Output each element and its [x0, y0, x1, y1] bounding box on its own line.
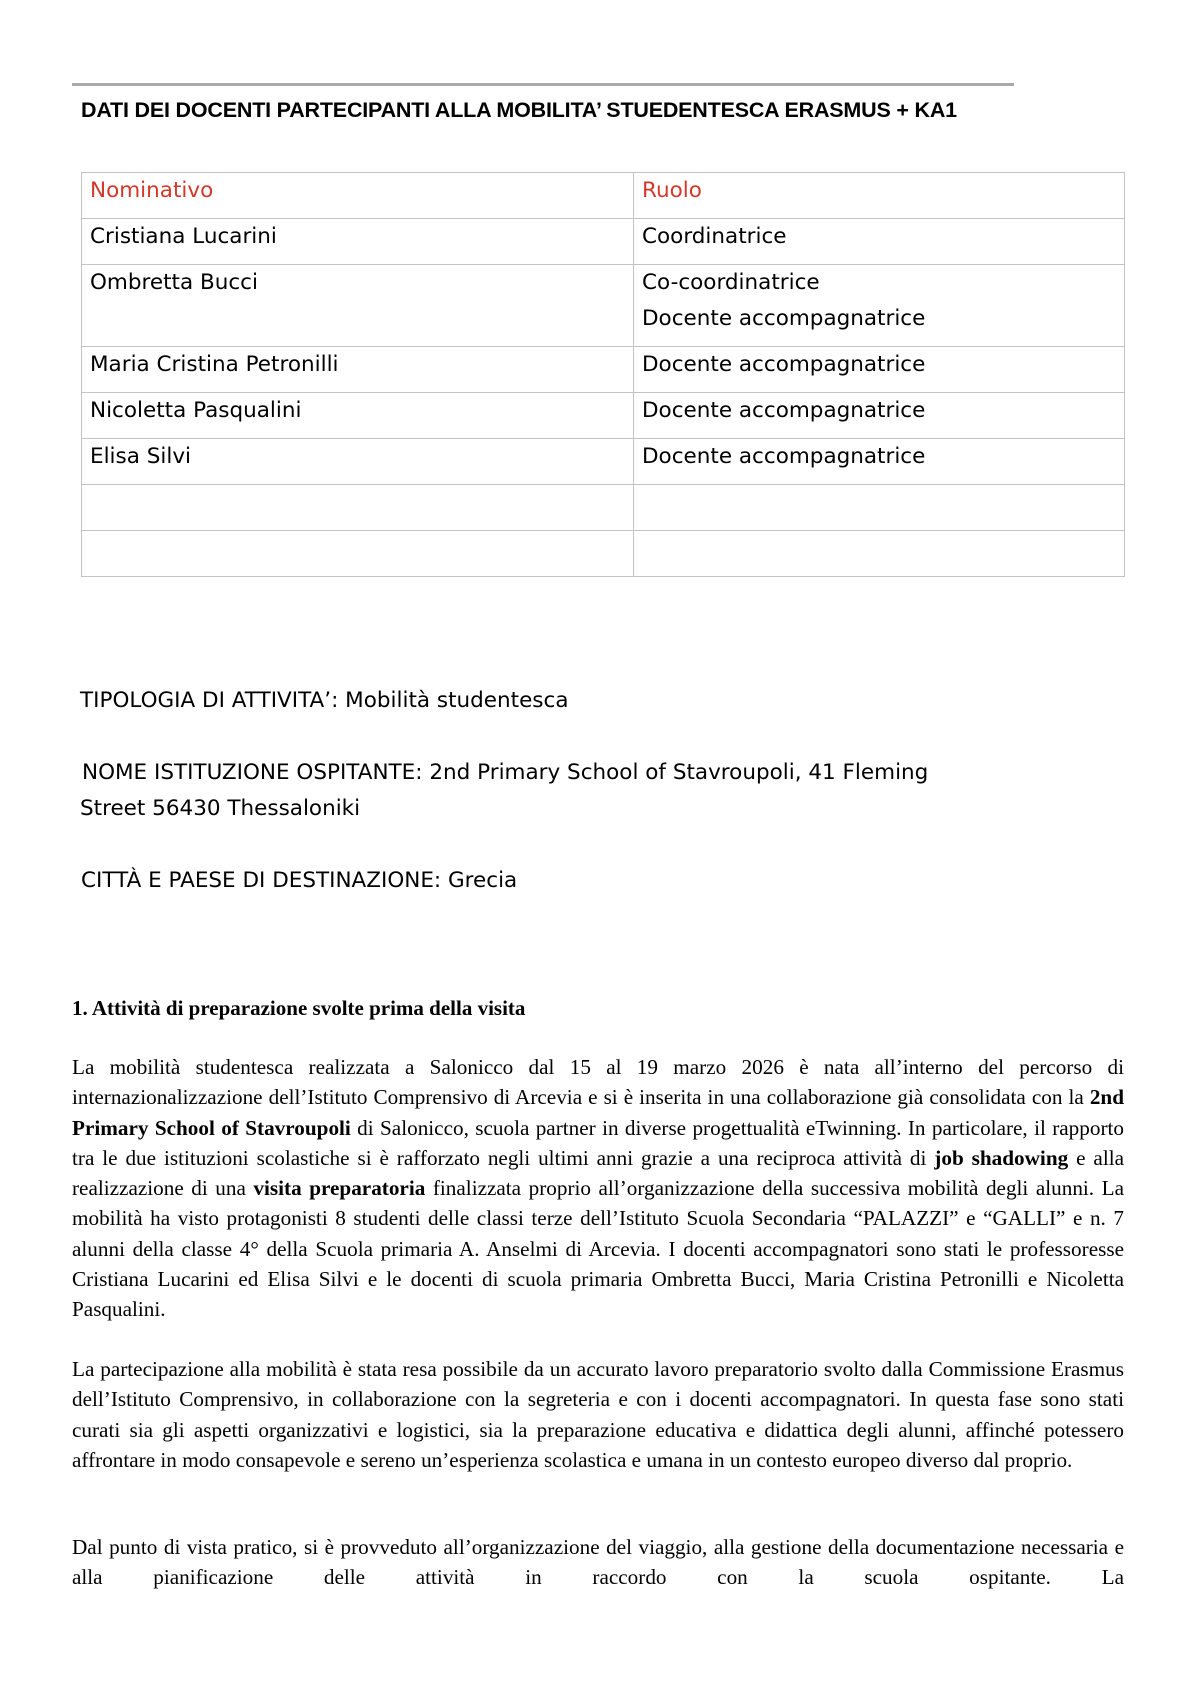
- cell-name: Cristiana Lucarini: [82, 219, 634, 265]
- cell-role: Docente accompagnatrice: [634, 439, 1125, 485]
- paragraph-bold-text: job shadowing: [934, 1145, 1069, 1170]
- table-row: [82, 393, 1125, 439]
- paragraph-text: di Salonicco, scuola partner in diverse progettualità eTwinning. In particolare, il rapporto tra le due istituzioni scolastiche si è rafforzato negli ultimi anni grazie a una reciproca attività di: [72, 1115, 1124, 1170]
- cell-name: Ombretta Bucci: [82, 265, 634, 347]
- table-row: [82, 265, 1125, 347]
- cell-role: [634, 531, 1125, 577]
- table-row: [82, 347, 1125, 393]
- istituzione-field-line2: Street 56430 Thessaloniki: [80, 796, 361, 821]
- paragraph-bold-text: visita preparatoria: [253, 1176, 426, 1201]
- paragraph-text: La mobilità studentesca realizzata a Salonicco dal 15 al 19 marzo 2026 è nata all’interno del percorso di internazionalizzazione dell’Istituto Comprensivo di Arcevia e si è inserita in una collaborazione già consolidata con la: [72, 1055, 1124, 1110]
- top-rule: [72, 83, 1014, 86]
- paragraph-2: La partecipazione alla mobilità è stata resa possibile da un accurato lavoro preparatorio svolto dalla Commissione Erasmus dell’Istituto Comprensivo, in collaborazione con la segreteria e con i docenti accompagnatori. In questa fase sono stati curati sia gli aspetti organizzativi e logistici, sia la preparazione educativa e didattica degli alunni, affinché potessero affrontare in modo consapevole e sereno un’esperienza scolastica e umana in un contesto europeo diverso dal proprio.: [72, 1357, 1124, 1472]
- staff-table: [81, 172, 1125, 577]
- cell-role: [634, 485, 1125, 531]
- table-row-empty: [82, 485, 1125, 531]
- header-nominativo: Nominativo: [82, 173, 634, 219]
- cell-role: Docente accompagnatrice: [634, 347, 1125, 393]
- document-title: DATI DEI DOCENTI PARTECIPANTI ALLA MOBILITA’ STUEDENTESCA ERASMUS + KA1: [81, 98, 957, 122]
- paragraph-1: [72, 1052, 1124, 1325]
- table-row-empty: [82, 531, 1125, 577]
- cell-name: Maria Cristina Petronilli: [82, 347, 634, 393]
- istituzione-field-line1: NOME ISTITUZIONE OSPITANTE: 2nd Primary School of Stavroupoli, 41 Fleming: [82, 760, 929, 785]
- destinazione-field: CITTÀ E PAESE DI DESTINAZIONE: Grecia: [81, 868, 518, 893]
- cell-name: Elisa Silvi: [82, 439, 634, 485]
- table-row: [82, 439, 1125, 485]
- paragraph-bold-text: 2nd Primary School of Stavroupoli: [72, 1085, 1124, 1140]
- tipologia-field: TIPOLOGIA DI ATTIVITA’: Mobilità studentesca: [80, 688, 569, 713]
- cell-role-line: Co-coordinatrice: [642, 270, 820, 295]
- cell-role: [634, 265, 1125, 347]
- paragraph-text: e alla realizzazione di una: [72, 1145, 1124, 1201]
- header-ruolo: Ruolo: [634, 173, 1125, 219]
- table-row: [82, 219, 1125, 265]
- table-header-row: [82, 173, 1125, 219]
- paragraph-text: finalizzata proprio all’organizzazione della successiva mobilità degli alunni. La mobilità ha visto protagonisti 8 studenti delle classi terze dell’Istituto Scuola Secondaria “PALAZZI” e “GALLI” e n. 7 alunni della classe 4° della Scuola primaria A. Anselmi di Arcevia. I docenti accompagnatori sono stati le professoresse Cristiana Lucarini ed Elisa Silvi e le docenti di scuola primaria Ombretta Bucci, Maria Cristina Petronilli e Nicoletta Pasqualini.: [72, 1176, 1124, 1322]
- cell-role: Coordinatrice: [634, 219, 1125, 265]
- cell-role: Docente accompagnatrice: [634, 393, 1125, 439]
- paragraph-3: Dal punto di vista pratico, si è provveduto all’organizzazione del viaggio, alla gestione della documentazione necessaria e alla pianificazione delle attività in raccordo con la scuola ospitante. La: [72, 1535, 1124, 1590]
- cell-name: [82, 485, 634, 531]
- section-heading: 1. Attività di preparazione svolte prima della visita: [72, 996, 526, 1020]
- cell-name: [82, 531, 634, 577]
- cell-role-line: Docente accompagnatrice: [642, 306, 926, 331]
- cell-name: Nicoletta Pasqualini: [82, 393, 634, 439]
